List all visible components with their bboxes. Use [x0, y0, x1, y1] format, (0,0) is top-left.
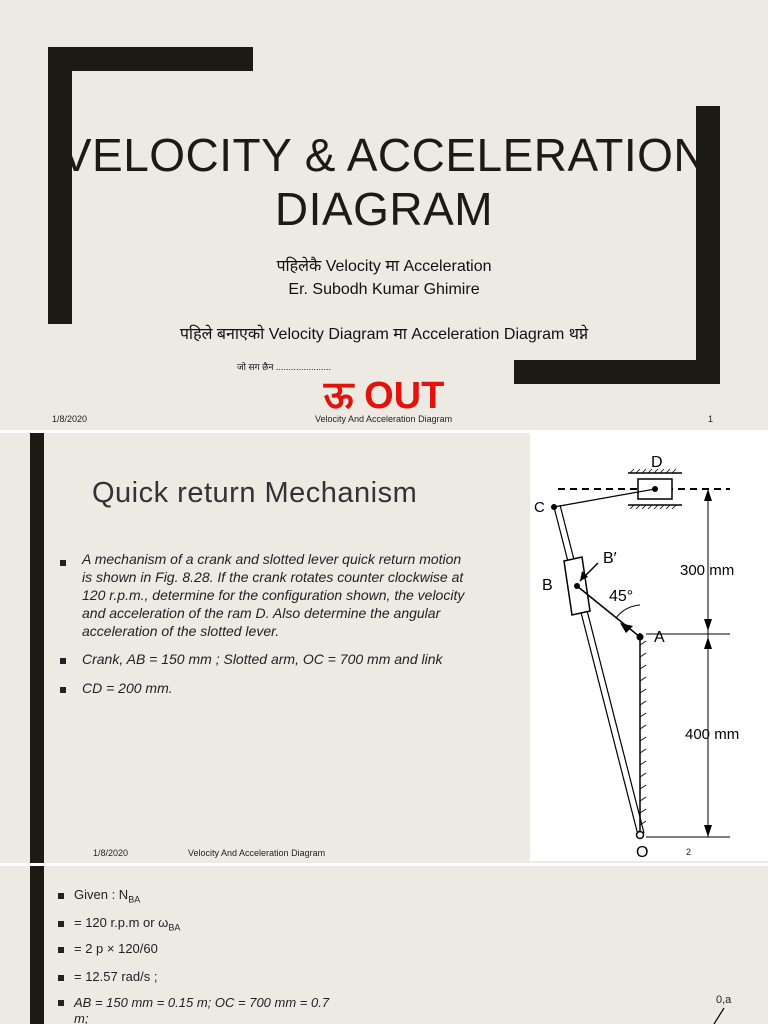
- label-b-prime: B′: [603, 550, 617, 567]
- bullet-marker: [58, 921, 64, 927]
- given-line-2-text: = 120 r.p.m or ω: [74, 915, 169, 930]
- joint-a: [637, 634, 644, 641]
- bullet-1-line-2: is shown in Fig. 8.28. If the crank rotates counter clockwise at: [82, 569, 464, 585]
- slide-heading: Quick return Mechanism: [92, 477, 418, 509]
- frame-top-left-horizontal: [48, 47, 253, 71]
- bullet-1-line-3: 120 r.p.m., determine for the configuration shown, the velocity: [82, 587, 465, 603]
- bullet-text-3: [82, 679, 522, 697]
- label-c: C: [534, 499, 545, 516]
- left-accent-bar: [30, 866, 44, 1024]
- corner-label: 0,a: [716, 994, 732, 1006]
- dimension-300: 300 mm: [680, 562, 735, 579]
- left-accent-bar: [30, 433, 44, 863]
- slide-note: पहिले बनाएको Velocity Diagram मा Acceleration Diagram थप्ने: [179, 326, 589, 343]
- bullet-marker: [60, 687, 66, 693]
- slide-title-line2: DIAGRAM: [274, 183, 494, 235]
- footer-title: Velocity And Acceleration Diagram: [315, 414, 453, 424]
- label-d: D: [651, 454, 663, 471]
- out-text: ऊ OUT: [323, 375, 445, 417]
- angle-arc: [616, 605, 640, 618]
- content-slide-given: [0, 866, 768, 1024]
- slide-subtitle: पहिलेकै Velocity मा Acceleration: [276, 258, 492, 275]
- label-o: O: [636, 844, 649, 861]
- given-line-4: = 12.57 rad/s ;: [74, 969, 158, 984]
- slide-title: [60, 128, 708, 236]
- author-name: Er. Subodh Kumar Ghimire: [288, 281, 480, 298]
- given-line-1: [74, 887, 140, 905]
- bullet-marker: [60, 658, 66, 664]
- given-line-5: AB = 150 mm = 0.15 m; OC = 700 mm = 0.7: [74, 995, 330, 1010]
- page-number: 1: [708, 414, 714, 424]
- bullet-marker: [58, 893, 64, 899]
- given-line-2-sub: BA: [168, 922, 181, 933]
- crank-rotation-arrow: [620, 623, 633, 633]
- label-a: A: [654, 629, 665, 646]
- bullet-1-line-5: acceleration of the slotted lever.: [82, 623, 280, 639]
- mechanism-figure: [530, 433, 768, 861]
- bullet-2-line-1: Crank, AB = 150 mm ; Slotted arm, OC = 700 mm and link: [82, 651, 443, 667]
- given-line-2: [74, 915, 180, 933]
- given-line-5-wrap: m;: [74, 1011, 89, 1024]
- label-angle: 45°: [609, 588, 634, 605]
- bullet-marker: [58, 975, 64, 981]
- pivot-o: [637, 832, 644, 839]
- velocity-vector-stub: [700, 1006, 740, 1024]
- bullet-1-line-4: and acceleration of the ram D. Also determine the angular: [82, 605, 441, 621]
- bullet-marker: [58, 947, 64, 953]
- bullet-text-2: [82, 650, 522, 668]
- small-note: जो सग छैन ......................: [237, 362, 331, 372]
- title-slide: [0, 0, 768, 430]
- page-number: 2: [686, 847, 692, 857]
- slotted-lever-edge-2: [560, 505, 644, 833]
- footer-title: Velocity And Acceleration Diagram: [188, 848, 326, 858]
- slotted-lever-edge-1: [554, 507, 638, 835]
- content-slide-quick-return: [0, 433, 768, 863]
- label-b: B: [542, 577, 553, 594]
- quick-return-diagram: [530, 433, 768, 861]
- bullet-marker: [58, 1000, 64, 1006]
- given-line-1-sub: BA: [128, 894, 141, 905]
- dimension-400: 400 mm: [685, 726, 740, 743]
- footer-date: 1/8/2020: [93, 848, 129, 858]
- slide-title-line1: VELOCITY & ACCELERATION: [60, 129, 708, 181]
- bullet-1-line-1: A mechanism of a crank and slotted lever quick return motion: [82, 551, 462, 567]
- footer-date: 1/8/2020: [52, 414, 88, 424]
- bullet-3-line-1: CD = 200 mm.: [82, 680, 173, 696]
- bullet-marker: [60, 560, 66, 566]
- given-line-3: = 2 p × 120/60: [74, 941, 158, 956]
- guide-hatching: [640, 641, 646, 825]
- given-line-1-text: Given : N: [74, 887, 129, 902]
- bullet-text-1: [82, 550, 522, 640]
